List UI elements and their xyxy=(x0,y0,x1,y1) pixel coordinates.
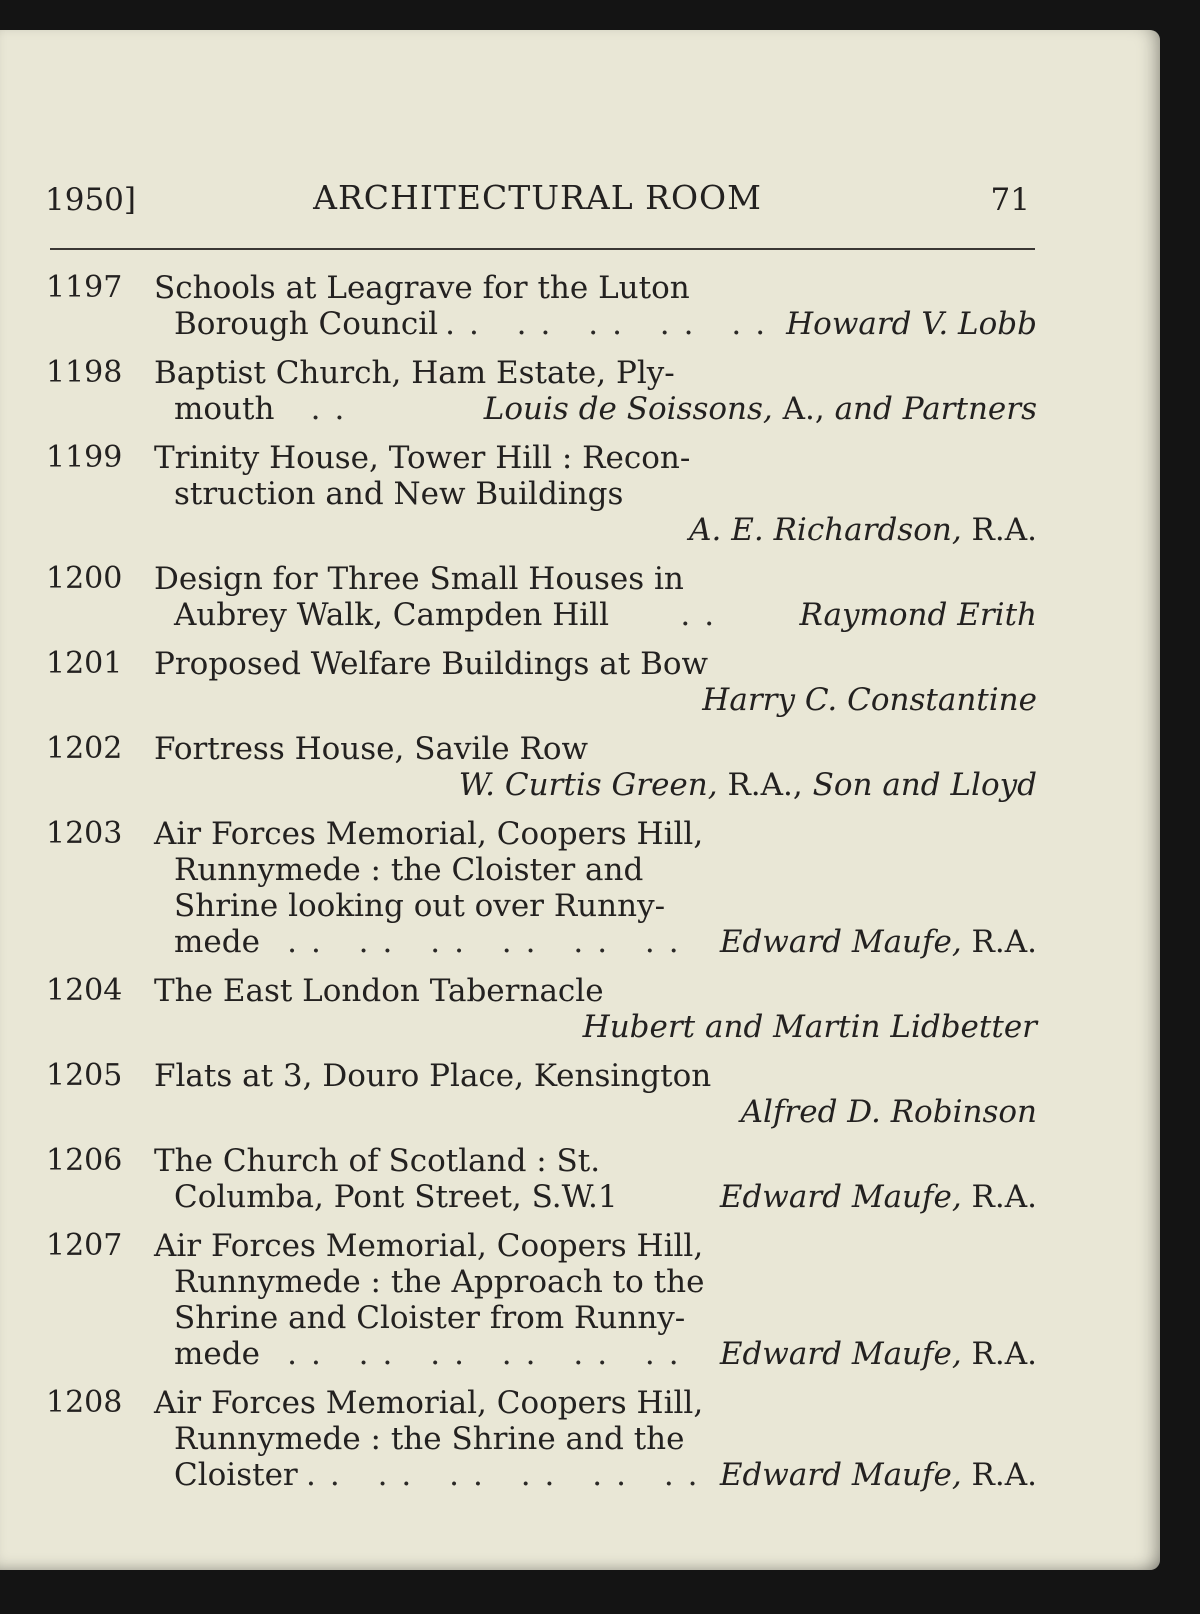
entry-title-line: Baptist Church, Ham Estate, Ply- xyxy=(154,355,675,391)
architect-name: Edward Maufe, xyxy=(719,1179,962,1215)
entry-title-line: Air Forces Memorial, Coopers Hill, xyxy=(154,1228,704,1264)
entry-title-line: Borough Council xyxy=(174,306,439,342)
page-number: 71 xyxy=(990,182,1030,218)
entry-title-line: Runnymede : the Cloister and xyxy=(174,852,644,888)
entry-number: 1206 xyxy=(46,1143,123,1178)
entry-title-line: Aubrey Walk, Campden Hill xyxy=(174,597,610,633)
architect-name-2: and Partners xyxy=(834,391,1037,427)
entry-title-line: Schools at Leagrave for the Luton xyxy=(154,270,690,306)
entry-title-line: The East London Tabernacle xyxy=(154,973,604,1009)
catalogue-entry xyxy=(42,270,1037,342)
architect-name: Hubert and Martin Lidbetter xyxy=(582,1009,1037,1045)
catalogue-entry xyxy=(42,440,1037,548)
catalogue-entry xyxy=(42,355,1037,427)
entry-title-line: Design for Three Small Houses in xyxy=(154,561,684,597)
entry-title-line: struction and New Buildings xyxy=(174,476,624,512)
entry-number: 1201 xyxy=(46,646,123,681)
header-rule xyxy=(50,248,1035,250)
catalogue-entry xyxy=(42,731,1037,803)
entry-title-line: Cloister xyxy=(174,1457,298,1493)
header-year: 1950] xyxy=(45,182,136,218)
catalogue-entries xyxy=(42,270,1037,1506)
architect-suffix: R.A. xyxy=(961,1457,1037,1493)
entry-title-line: The Church of Scotland : St. xyxy=(154,1143,601,1179)
entry-title-line: Shrine looking out over Runny- xyxy=(174,888,666,924)
catalogue-entry xyxy=(42,1385,1037,1493)
architect-name: Howard V. Lobb xyxy=(786,306,1037,342)
entry-title-line: Columba, Pont Street, S.W.1 xyxy=(174,1179,618,1215)
entry-number: 1197 xyxy=(46,270,123,305)
entry-title-line: Air Forces Memorial, Coopers Hill, xyxy=(154,1385,704,1421)
entry-title-line: Runnymede : the Approach to the xyxy=(174,1264,705,1300)
architect-suffix: R.A. xyxy=(961,512,1037,548)
catalogue-entry xyxy=(42,1058,1037,1130)
architect-name: Edward Maufe, xyxy=(719,1457,962,1493)
architect-name: Edward Maufe, xyxy=(719,1336,962,1372)
architect-name-2: Son and Lloyd xyxy=(812,767,1037,803)
architect-name: Alfred D. Robinson xyxy=(740,1094,1037,1130)
leader-dots: .. .. .. .. .. xyxy=(445,306,780,342)
catalogue-entry xyxy=(42,561,1037,633)
architect-name: Raymond Erith xyxy=(799,597,1037,633)
architect-suffix: A., xyxy=(772,391,835,427)
leader-dots: .. xyxy=(680,597,729,633)
entry-number: 1205 xyxy=(46,1058,123,1093)
entry-title-line: Fortress House, Savile Row xyxy=(154,731,589,767)
architect-name: Louis de Soissons, xyxy=(483,391,773,427)
architect-suffix: R.A. xyxy=(961,924,1037,960)
book-page xyxy=(0,30,1160,1570)
entry-title-line: Air Forces Memorial, Coopers Hill, xyxy=(154,816,704,852)
catalogue-entry xyxy=(42,646,1037,718)
architect-name: A. E. Richardson, xyxy=(689,512,962,548)
entry-title-line: Trinity House, Tower Hill : Recon- xyxy=(154,440,691,476)
architect-suffix: R.A. xyxy=(961,1179,1037,1215)
catalogue-entry xyxy=(42,973,1037,1045)
entry-number: 1203 xyxy=(46,816,123,851)
leader-dots: .. .. .. .. .. .. xyxy=(306,1457,712,1493)
entry-title-line: mede xyxy=(174,924,260,960)
catalogue-entry xyxy=(42,1143,1037,1215)
entry-title-line: Shrine and Cloister from Runny- xyxy=(174,1300,686,1336)
entry-title-line: Runnymede : the Shrine and the xyxy=(174,1421,685,1457)
entry-number: 1200 xyxy=(46,561,123,596)
architect-name: W. Curtis Green, xyxy=(458,767,718,803)
architect-name: Edward Maufe, xyxy=(719,924,962,960)
entry-number: 1204 xyxy=(46,973,123,1008)
running-header xyxy=(45,168,1030,224)
catalogue-entry xyxy=(42,816,1037,960)
entry-title-line: mede xyxy=(174,1336,260,1372)
entry-number: 1208 xyxy=(46,1385,123,1420)
entry-number: 1198 xyxy=(46,355,123,390)
leader-dots: .. .. .. .. .. .. xyxy=(287,924,693,960)
entry-title-line: Flats at 3, Douro Place, Kensington xyxy=(154,1058,712,1094)
entry-number: 1207 xyxy=(46,1228,123,1263)
entry-title-line: Proposed Welfare Buildings at Bow xyxy=(154,646,709,682)
entry-number: 1199 xyxy=(46,440,123,475)
catalogue-entry xyxy=(42,1228,1037,1372)
header-title: ARCHITECTURAL ROOM xyxy=(313,178,762,217)
architect-name: Harry C. Constantine xyxy=(702,682,1037,718)
architect-suffix: R.A., xyxy=(717,767,813,803)
entry-number: 1202 xyxy=(46,731,123,766)
leader-dots: .. xyxy=(310,391,359,427)
entry-title-line: mouth xyxy=(174,391,275,427)
leader-dots: .. .. .. .. .. .. xyxy=(287,1336,693,1372)
architect-suffix: R.A. xyxy=(961,1336,1037,1372)
